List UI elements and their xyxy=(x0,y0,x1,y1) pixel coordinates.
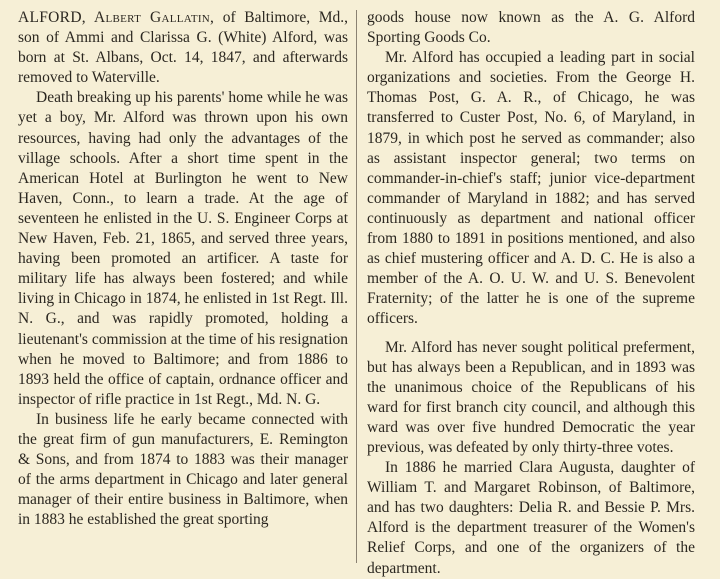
politics-paragraph: Mr. Alford has never sought political preferment, but has always been a Republican, and in 1893 was the unanimous choice of the Republicans of his ward for first branch city council, and although this ward was over five hundred Democratic the year previous, was defeated by only thirty-three votes. xyxy=(367,338,695,456)
biography-intro-paragraph xyxy=(18,8,348,88)
family-paragraph: In 1886 he married Clara Augusta, daughter of William T. and Margaret Robinson, of Baltimore, and has two daughters: Delia R. and Bessie P. Mrs. Alford is the department treasurer of the Women's Relief Corps, and one of the organizers of the department. xyxy=(367,459,695,577)
business-life-paragraph: In business life he early became connected with the great firm of gun manufacturers, E. Remington & Sons, and from 1874 to 1883 was their manager of the arms department in Chicago and later general manager of their entire business in Baltimore, when in 1883 he established the great sporting xyxy=(18,410,348,529)
subject-name-heading: ALFORD, Albert Gallatin, xyxy=(18,9,215,26)
business-continuation-paragraph: goods house now known as the A. G. Alford Sporting Goods Co. xyxy=(367,9,695,47)
early-life-paragraph: Death breaking up his parents' home while he was yet a boy, Mr. Alford was thrown upon his own resources, having had only the advantages of the village schools. After a short time spent in the American Hotel at Burlington he went to New Haven, Conn., to learn a trade. At the age of seventeen he enlisted in the U. S. Engineer Corps at New Haven, Feb. 21, 1865, and served three years, having been promoted an artificer. A taste for military life has always been fostered; and while living in Chicago in 1874, he enlisted in 1st Regt. Ill. N. G., and was rapidly promoted, holding a lieutenant's commission at the time of his resignation when he moved to Baltimore; and from 1886 to 1893 held the office of captain, ordnance officer and inspector of rifle practice in 1st Regt., Md. N. G. xyxy=(18,89,348,408)
left-column xyxy=(18,8,356,567)
intro-text: of Baltimore, Md., son of Ammi and Clarissa G. (White) Alford, was born at St. Albans, Oct. 14, 1847, and afterwards removed to Waterville. xyxy=(18,9,348,87)
organizations-paragraph: Mr. Alford has occupied a leading part in social organizations and societies. From the George H. Thomas Post, G. A. R., of Chicago, he was transferred to Custer Post, No. 6, of Maryland, in 1879, in which post he served as commander; also as assistant inspector general; two terms on commander-in-chief's staff; junior vice-department commander of Maryland in 1882; and has served continuously as department and national officer from 1880 to 1891 in positions mentioned, and also as chief mustering officer and A. D. C. He is also a member of the A. O. U. W. and U. S. Benevolent Fraternity; of the latter he is one of the supreme officers. xyxy=(367,49,695,328)
right-column xyxy=(357,8,695,577)
